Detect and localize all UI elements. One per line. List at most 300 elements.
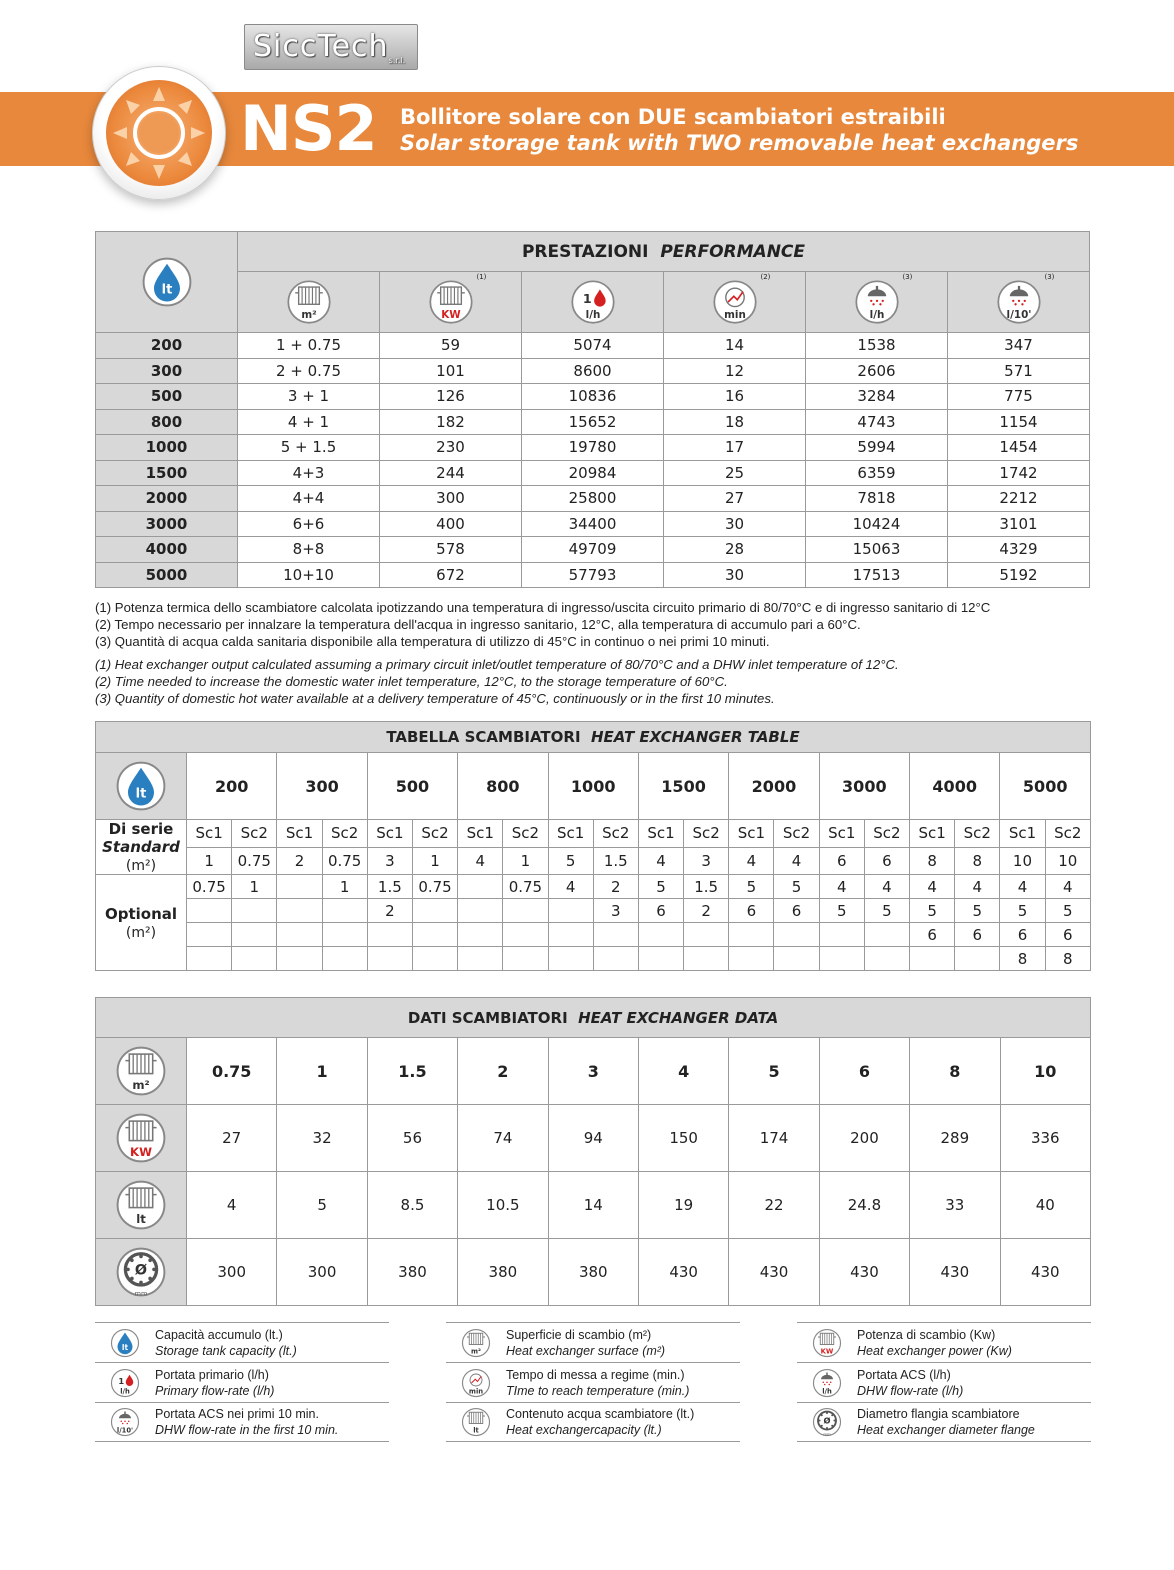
table-cell: 1.5: [367, 1038, 457, 1105]
row-icon-cell: [96, 1172, 187, 1239]
optional-cell: [729, 947, 774, 971]
performance-column-header: [238, 272, 380, 333]
shower-10min-icon: [996, 279, 1042, 325]
radiator-surface-icon: [115, 1045, 167, 1097]
optional-cell: 6: [774, 899, 819, 923]
sc2-label: Sc2: [774, 820, 819, 848]
legend-item: m² Superficie di scambio (m²) Heat exchanger surface (m²): [446, 1322, 740, 1362]
table-cell: 10+10: [238, 562, 380, 588]
table-cell: 10836: [522, 384, 664, 410]
legend-column-1: [95, 1322, 389, 1442]
shower-flow-icon: [854, 279, 900, 325]
tank-capacity-header: [96, 753, 187, 820]
optional-cell: 5: [819, 899, 864, 923]
table-cell: 17513: [806, 562, 948, 588]
table-cell: 56: [367, 1105, 457, 1172]
table-row: [96, 358, 1090, 384]
table-cell: 672: [380, 562, 522, 588]
table-row: [96, 537, 1090, 563]
table-row: [96, 1172, 1091, 1239]
optional-cell: [458, 899, 503, 923]
row-icon-cell: [96, 1038, 187, 1105]
optional-cell: 4: [864, 875, 909, 899]
svg-text:l/h: l/h: [869, 309, 884, 322]
table-cell: 5074: [522, 333, 664, 359]
svg-text:m²: m²: [471, 1347, 481, 1355]
performance-column-header: [522, 272, 664, 333]
optional-cell: 5: [910, 899, 955, 923]
optional-cell: 4: [548, 875, 593, 899]
table-cell: 30: [664, 511, 806, 537]
table-cell: 8: [910, 1038, 1000, 1105]
table-cell: 380: [548, 1239, 638, 1306]
svg-text:Ø: Ø: [823, 1415, 831, 1426]
table-row: [96, 899, 1091, 923]
svg-text:lt: lt: [161, 282, 172, 298]
standard-cell: 6: [864, 847, 909, 875]
table-cell: 10.5: [458, 1172, 548, 1239]
optional-cell: [187, 947, 232, 971]
table-cell: 430: [1000, 1239, 1090, 1306]
optional-cell: 1.5: [684, 875, 729, 899]
table-cell: 1154: [948, 409, 1090, 435]
table-cell: 2000: [96, 486, 238, 512]
sc2-label: Sc2: [864, 820, 909, 848]
standard-cell: 4: [729, 847, 774, 875]
table-cell: 500: [96, 384, 238, 410]
table-cell: 16: [664, 384, 806, 410]
capacity-header: 5000: [1000, 753, 1091, 820]
legend-item: l/h Portata ACS (l/h) DHW flow-rate (l/h): [797, 1362, 1091, 1402]
table-cell: 3101: [948, 511, 1090, 537]
standard-cell: 1: [412, 847, 457, 875]
optional-cell: [322, 899, 367, 923]
standard-cell: 2: [277, 847, 322, 875]
table-cell: 94: [548, 1105, 638, 1172]
optional-cell: 8: [1045, 947, 1090, 971]
table-cell: 4+4: [238, 486, 380, 512]
optional-cell: 5: [638, 875, 683, 899]
table-cell: 174: [729, 1105, 819, 1172]
table-cell: 12: [664, 358, 806, 384]
table-cell: 2 + 0.75: [238, 358, 380, 384]
table-cell: 578: [380, 537, 522, 563]
table-cell: 27: [187, 1105, 277, 1172]
optional-cell: [412, 923, 457, 947]
table-cell: 1 + 0.75: [238, 333, 380, 359]
table-cell: 244: [380, 460, 522, 486]
table-cell: 27: [664, 486, 806, 512]
table-cell: 57793: [522, 562, 664, 588]
primary-flow-drop-icon: [570, 279, 616, 325]
optional-cell: [684, 947, 729, 971]
svg-text:lt: lt: [121, 1342, 129, 1352]
table-cell: 34400: [522, 511, 664, 537]
table-cell: 20984: [522, 460, 664, 486]
legend-item: Ø mm Diametro flangia scambiatore Heat exchanger diameter flange: [797, 1402, 1091, 1442]
table-cell: 300: [380, 486, 522, 512]
optional-cell: 6: [729, 899, 774, 923]
optional-cell: 5: [729, 875, 774, 899]
table-cell: 3 + 1: [238, 384, 380, 410]
table-row: [96, 384, 1090, 410]
svg-text:m²: m²: [132, 1078, 150, 1093]
standard-cell: 3: [367, 847, 412, 875]
optional-cell: [955, 947, 1000, 971]
row-icon-cell: [96, 1105, 187, 1172]
optional-cell: [322, 923, 367, 947]
table-cell: 300: [187, 1239, 277, 1306]
radiator-surface-icon: [286, 279, 332, 325]
capacity-header: 1500: [638, 753, 728, 820]
table-cell: 6: [819, 1038, 909, 1105]
table-row: [96, 1105, 1091, 1172]
table-row: [96, 511, 1090, 537]
performance-column-header: l/10' (3): [948, 272, 1090, 333]
shower-10min-icon: [110, 1407, 140, 1437]
legend-item: 1 l/h Portata primario (l/h) Primary flow-rate (l/h): [95, 1362, 389, 1402]
table-cell: 5: [729, 1038, 819, 1105]
standard-cell: 10: [1000, 847, 1045, 875]
table-cell: 300: [277, 1239, 367, 1306]
sc2-label: Sc2: [593, 820, 638, 848]
table-cell: 10: [1000, 1038, 1090, 1105]
optional-cell: [412, 899, 457, 923]
performance-column-header: min (2): [664, 272, 806, 333]
capacity-header: 1000: [548, 753, 638, 820]
table-cell: 19780: [522, 435, 664, 461]
table-cell: 8+8: [238, 537, 380, 563]
optional-cell: 4: [955, 875, 1000, 899]
table-row: [96, 562, 1090, 588]
performance-table: [95, 231, 1090, 588]
standard-cell: 5: [548, 847, 593, 875]
table-cell: 1454: [948, 435, 1090, 461]
table-cell: 289: [910, 1105, 1000, 1172]
primary-flow-drop-icon: [110, 1368, 140, 1398]
optional-cell: [503, 947, 548, 971]
table-cell: 6+6: [238, 511, 380, 537]
svg-text:l/h: l/h: [822, 1387, 832, 1395]
optional-cell: [458, 923, 503, 947]
svg-text:mm: mm: [134, 1289, 148, 1298]
optional-cell: 1: [232, 875, 277, 899]
svg-text:l/h: l/h: [585, 309, 600, 322]
table-cell: 101: [380, 358, 522, 384]
table-row: [96, 435, 1090, 461]
optional-cell: [232, 923, 277, 947]
optional-cell: [367, 947, 412, 971]
optional-cell: 6: [955, 923, 1000, 947]
standard-cell: 1.5: [593, 847, 638, 875]
table-cell: 0.75: [187, 1038, 277, 1105]
table-row: [96, 947, 1091, 971]
radiator-surface-icon: [461, 1328, 491, 1358]
table-cell: 22: [729, 1172, 819, 1239]
svg-text:l/10': l/10': [116, 1426, 134, 1435]
timer-icon: [461, 1368, 491, 1398]
optional-cell: [412, 947, 457, 971]
table-cell: 4 + 1: [238, 409, 380, 435]
table-cell: 3000: [96, 511, 238, 537]
standard-cell: 0.75: [322, 847, 367, 875]
table-cell: 380: [367, 1239, 457, 1306]
table-cell: 800: [96, 409, 238, 435]
table-cell: 1500: [96, 460, 238, 486]
table-cell: 19: [638, 1172, 728, 1239]
table-cell: 300: [96, 358, 238, 384]
table-cell: 59: [380, 333, 522, 359]
row-icon-cell: [96, 1239, 187, 1306]
optional-label: Optional (m²): [96, 875, 187, 971]
optional-cell: [232, 947, 277, 971]
table-cell: 30: [664, 562, 806, 588]
table-cell: 5: [277, 1172, 367, 1239]
table-cell: 775: [948, 384, 1090, 410]
table-cell: 571: [948, 358, 1090, 384]
standard-cell: 8: [955, 847, 1000, 875]
optional-cell: 0.75: [187, 875, 232, 899]
timer-icon: [712, 279, 758, 325]
table-cell: 1: [277, 1038, 367, 1105]
svg-text:min: min: [468, 1387, 484, 1395]
optional-cell: [638, 947, 683, 971]
optional-cell: [458, 947, 503, 971]
legend-item: min Tempo di messa a regime (min.) TIme to reach temperature (min.): [446, 1362, 740, 1402]
table-cell: 380: [458, 1239, 548, 1306]
hx-table-title: TABELLA SCAMBIATORI HEAT EXCHANGER TABLE: [96, 722, 1091, 753]
optional-cell: [593, 923, 638, 947]
table-row: [96, 1038, 1091, 1105]
table-cell: 336: [1000, 1105, 1090, 1172]
table-cell: 200: [819, 1105, 909, 1172]
standard-cell: 4: [638, 847, 683, 875]
tank-drop-icon: [110, 1328, 140, 1358]
radiator-capacity-icon: [461, 1407, 491, 1437]
table-cell: 1000: [96, 435, 238, 461]
capacity-header: 2000: [729, 753, 819, 820]
optional-cell: [638, 923, 683, 947]
page-title: Bollitore solare con DUE scambiatori estraibili Solar storage tank with TWO removable heat exchangers: [400, 105, 1079, 155]
svg-text:1: 1: [118, 1375, 125, 1386]
optional-cell: [774, 947, 819, 971]
optional-cell: 0.75: [503, 875, 548, 899]
table-cell: 3284: [806, 384, 948, 410]
flange-diameter-icon: [115, 1246, 167, 1298]
table-cell: 1742: [948, 460, 1090, 486]
optional-cell: 4: [1000, 875, 1045, 899]
table-cell: 230: [380, 435, 522, 461]
optional-cell: 0.75: [412, 875, 457, 899]
optional-cell: [187, 923, 232, 947]
sc2-label: Sc2: [322, 820, 367, 848]
optional-cell: 2: [367, 899, 412, 923]
svg-text:Ø: Ø: [134, 1262, 148, 1279]
heat-exchanger-data-table: [95, 997, 1091, 1306]
table-cell: 4743: [806, 409, 948, 435]
table-cell: 2212: [948, 486, 1090, 512]
capacity-header: 800: [458, 753, 548, 820]
table-cell: 28: [664, 537, 806, 563]
table-cell: 4000: [96, 537, 238, 563]
svg-text:KW: KW: [440, 309, 461, 322]
table-cell: 14: [664, 333, 806, 359]
table-cell: 10424: [806, 511, 948, 537]
optional-cell: 4: [910, 875, 955, 899]
table-cell: 8.5: [367, 1172, 457, 1239]
standard-cell: 1: [187, 847, 232, 875]
capacity-header: 500: [367, 753, 457, 820]
optional-cell: [322, 947, 367, 971]
standard-cell: 1: [503, 847, 548, 875]
optional-cell: 1: [322, 875, 367, 899]
optional-cell: [277, 923, 322, 947]
brand-logo: SiccTech$_{s.r.l.}$: [244, 24, 418, 70]
table-cell: 430: [819, 1239, 909, 1306]
sc2-label: Sc2: [684, 820, 729, 848]
optional-cell: [864, 923, 909, 947]
svg-text:lt: lt: [473, 1426, 479, 1435]
optional-cell: [819, 923, 864, 947]
sc1-label: Sc1: [638, 820, 683, 848]
legend-item: KW Potenza di scambio (Kw) Heat exchanger power (Kw): [797, 1322, 1091, 1362]
optional-cell: [187, 899, 232, 923]
optional-cell: 6: [1000, 923, 1045, 947]
table-row: [96, 923, 1091, 947]
tank-capacity-header: [96, 232, 238, 333]
table-cell: 150: [638, 1105, 728, 1172]
table-cell: 17: [664, 435, 806, 461]
table-cell: 24.8: [819, 1172, 909, 1239]
radiator-capacity-icon: [115, 1179, 167, 1231]
sc1-label: Sc1: [1000, 820, 1045, 848]
optional-cell: [503, 899, 548, 923]
sc2-label: Sc2: [955, 820, 1000, 848]
table-cell: 3: [548, 1038, 638, 1105]
hx-data-title: DATI SCAMBIATORI HEAT EXCHANGER DATA: [96, 998, 1091, 1038]
optional-cell: 6: [1045, 923, 1090, 947]
table-cell: 4329: [948, 537, 1090, 563]
optional-cell: 5: [955, 899, 1000, 923]
optional-cell: [277, 947, 322, 971]
optional-cell: 5: [774, 875, 819, 899]
optional-cell: 3: [593, 899, 638, 923]
optional-cell: [232, 899, 277, 923]
sc2-label: Sc2: [232, 820, 277, 848]
optional-cell: 2: [684, 899, 729, 923]
optional-cell: [367, 923, 412, 947]
svg-text:lt: lt: [136, 1212, 146, 1227]
svg-text:min: min: [723, 309, 746, 322]
table-cell: 400: [380, 511, 522, 537]
table-cell: 430: [638, 1239, 728, 1306]
legend-column-3: [797, 1322, 1091, 1442]
footnotes: (1) Potenza termica dello scambiatore calcolata ipotizzando una temperatura di ingresso/uscita circuito primario di 80/70°C e di ingresso sanitario di 12°C (2) Tempo necessario per innalzare la temperatura dell'acqua in ingresso sanitario, 12°C, alla temperatura di accumulo pari a 60°C. (3) Quantità di acqua calda sanitaria disponibile alla temperatura di utilizzo di 45°C in continuo o nei primi 10 minuti. (1) Heat exchanger output calculated assuming a primary circuit inlet/outlet temperature of 80/70°C and a DHW inlet temperature of 12°C. (2) Time needed to increase the domestic water inlet temperature, 12°C, to the storage temperature of 60°C. (3) Quantity of domestic hot water available at a delivery temperature of 45°C, continuously or in the first 10 minutes.: [95, 600, 991, 706]
svg-text:lt: lt: [135, 786, 147, 802]
capacity-header: 3000: [819, 753, 909, 820]
legend-item: lt Capacità accumulo (lt.) Storage tank capacity (lt.): [95, 1322, 389, 1362]
table-cell: 430: [729, 1239, 819, 1306]
table-row: [96, 486, 1090, 512]
shower-flow-icon: [812, 1368, 842, 1398]
radiator-power-icon: [115, 1112, 167, 1164]
table-cell: 5192: [948, 562, 1090, 588]
optional-cell: [684, 923, 729, 947]
optional-cell: [729, 923, 774, 947]
table-cell: 5 + 1.5: [238, 435, 380, 461]
table-cell: 7818: [806, 486, 948, 512]
radiator-power-icon: [428, 279, 474, 325]
sc2-label: Sc2: [412, 820, 457, 848]
capacity-header: 4000: [910, 753, 1000, 820]
optional-cell: 6: [910, 923, 955, 947]
svg-text:l/h: l/h: [120, 1387, 130, 1395]
table-cell: 33: [910, 1172, 1000, 1239]
sc2-label: Sc2: [503, 820, 548, 848]
table-row: [96, 460, 1090, 486]
table-cell: 40: [1000, 1172, 1090, 1239]
optional-cell: [277, 875, 322, 899]
svg-text:1: 1: [582, 291, 592, 307]
optional-cell: [819, 947, 864, 971]
optional-cell: 1.5: [367, 875, 412, 899]
optional-cell: [910, 947, 955, 971]
table-cell: 347: [948, 333, 1090, 359]
table-row: [96, 333, 1090, 359]
svg-text:KW: KW: [130, 1145, 152, 1160]
sc1-label: Sc1: [910, 820, 955, 848]
optional-cell: 5: [1045, 899, 1090, 923]
optional-cell: [503, 923, 548, 947]
optional-cell: 4: [1045, 875, 1090, 899]
tank-drop-icon: [115, 760, 167, 812]
capacity-header: 300: [277, 753, 367, 820]
table-row: [96, 409, 1090, 435]
optional-cell: 5: [864, 899, 909, 923]
optional-cell: 6: [638, 899, 683, 923]
table-cell: 2: [458, 1038, 548, 1105]
tank-drop-icon: [141, 256, 193, 308]
heat-exchanger-table: [95, 721, 1091, 971]
optional-cell: [458, 875, 503, 899]
standard-cell: 4: [774, 847, 819, 875]
sc1-label: Sc1: [367, 820, 412, 848]
radiator-power-icon: [812, 1328, 842, 1358]
table-cell: 18: [664, 409, 806, 435]
optional-cell: [774, 923, 819, 947]
table-cell: 182: [380, 409, 522, 435]
legend-column-2: [446, 1322, 740, 1442]
table-cell: 5000: [96, 562, 238, 588]
optional-cell: 2: [593, 875, 638, 899]
svg-text:l/10': l/10': [1006, 309, 1031, 322]
table-row: [96, 1239, 1091, 1306]
table-cell: 2606: [806, 358, 948, 384]
table-cell: 1538: [806, 333, 948, 359]
sc1-label: Sc1: [819, 820, 864, 848]
table-cell: 8600: [522, 358, 664, 384]
standard-cell: 0.75: [232, 847, 277, 875]
optional-cell: [548, 923, 593, 947]
table-cell: 4+3: [238, 460, 380, 486]
table-cell: 430: [910, 1239, 1000, 1306]
table-cell: 5994: [806, 435, 948, 461]
sc1-label: Sc1: [187, 820, 232, 848]
optional-cell: 4: [819, 875, 864, 899]
standard-cell: 6: [819, 847, 864, 875]
optional-cell: [277, 899, 322, 923]
standard-cell: 3: [684, 847, 729, 875]
